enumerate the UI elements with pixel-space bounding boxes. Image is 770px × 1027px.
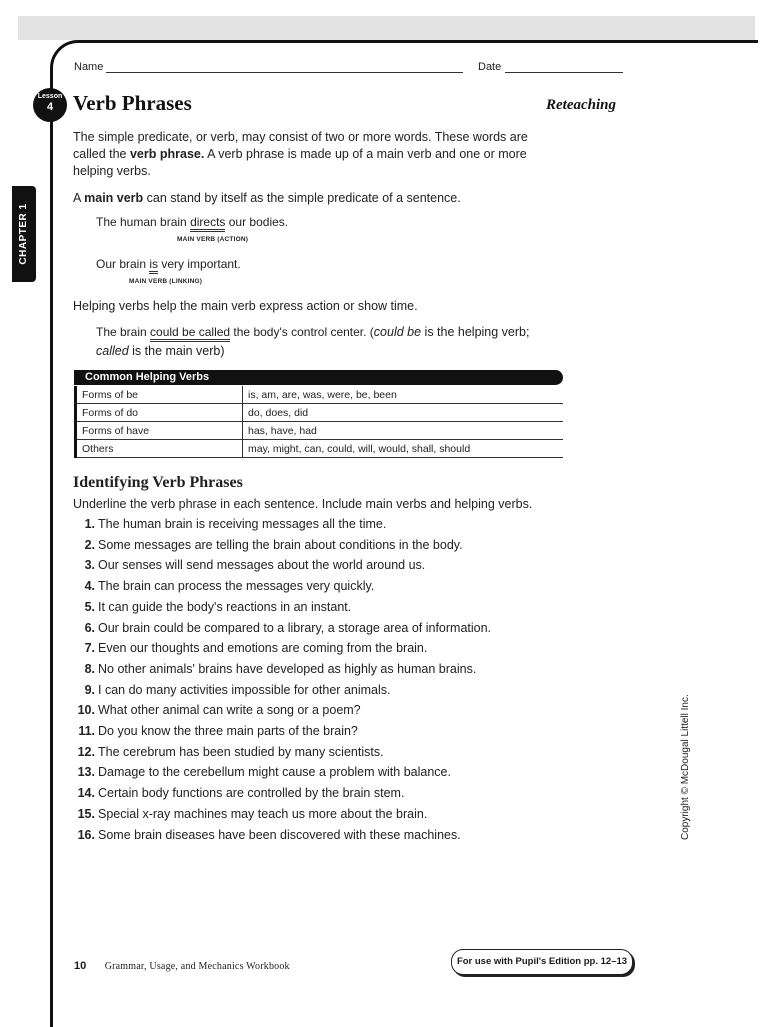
- table-header: [74, 370, 563, 385]
- table-cell-value: is, am, are, was, were, be, been: [243, 386, 564, 404]
- pupil-edition-note: For use with Pupil's Edition pp. 12–13: [451, 949, 633, 975]
- table-row: [76, 440, 564, 458]
- name-line[interactable]: [106, 72, 463, 73]
- exercise-item-sentence[interactable]: What other animal can write a song or a poem?: [98, 703, 361, 718]
- chapter-tab: [12, 186, 36, 282]
- exercise-item-number: 6.: [84, 620, 95, 635]
- exercise-item-number: 12.: [77, 744, 95, 759]
- table-cell-value: has, have, had: [243, 422, 564, 440]
- exercise-item[interactable]: [74, 621, 491, 635]
- exercise-item[interactable]: [74, 662, 476, 676]
- exercise-item-sentence[interactable]: I can do many activities impossible for other animals.: [98, 682, 391, 697]
- term-verb-phrase: verb phrase.: [129, 147, 205, 161]
- exercise-item-number: 11.: [78, 724, 95, 738]
- top-margin: [0, 0, 770, 16]
- term-main-verb: main verb: [84, 191, 144, 205]
- exercise-item-number: 13.: [77, 765, 95, 780]
- example-1-verb: directs: [190, 215, 225, 232]
- exercise-item[interactable]: [74, 558, 425, 572]
- page-number: 10: [74, 960, 87, 972]
- table-row: [76, 386, 564, 404]
- exercise-item-number: 9.: [84, 682, 95, 697]
- exercise-item[interactable]: [74, 579, 374, 593]
- exercise-item-sentence[interactable]: Our senses will send messages about the world around us.: [98, 558, 426, 573]
- example-2-text-cont: very important.: [158, 257, 241, 271]
- exercise-item-number: 8.: [84, 661, 95, 676]
- lesson-label: Lesson: [37, 93, 63, 100]
- exercise-title: Identifying Verb Phrases: [73, 474, 243, 491]
- helping-verbs-table: [74, 386, 563, 458]
- exercise-item-sentence[interactable]: Our brain could be compared to a library, a storage area of information.: [98, 620, 492, 635]
- exercise-item[interactable]: [74, 828, 461, 842]
- main-verb-paragraph: [73, 190, 563, 207]
- page-title: Verb Phrases: [73, 91, 192, 115]
- exercise-item[interactable]: [74, 600, 351, 614]
- example-1: [96, 215, 288, 229]
- exercise-item[interactable]: [74, 724, 358, 738]
- exercise-item[interactable]: [74, 765, 451, 779]
- example-3-helping: could be: [373, 325, 422, 339]
- book-title: Grammar, Usage, and Mechanics Workbook: [104, 961, 290, 972]
- example-2-caption: MAIN VERB (LINKING): [129, 278, 203, 285]
- lesson-badge: [33, 88, 67, 122]
- name-label: Name: [74, 61, 104, 73]
- date-label: Date: [478, 61, 502, 73]
- table-row: [76, 422, 564, 440]
- example-3-text: The brain: [96, 325, 151, 339]
- exercise-item-sentence[interactable]: Some brain diseases have been discovered with these machines.: [98, 827, 461, 842]
- worksheet-page: [50, 40, 758, 1027]
- lesson-number: 4: [46, 101, 54, 113]
- exercise-item[interactable]: [74, 683, 391, 697]
- exercise-item-sentence[interactable]: The brain can process the messages very quickly.: [98, 579, 375, 594]
- intro-paragraph: [73, 129, 563, 180]
- example-2: [96, 257, 241, 271]
- table-cell-label: Forms of be: [76, 386, 243, 404]
- helping-intro: Helping verbs help the main verb express action or show time.: [73, 299, 418, 313]
- exercise-item[interactable]: [74, 807, 427, 821]
- exercise-item-sentence[interactable]: The human brain is receiving messages all the time.: [98, 517, 387, 531]
- example-3-note: is the helping verb;: [421, 325, 530, 339]
- example-1-caption: MAIN VERB (ACTION): [177, 236, 249, 243]
- exercise-item-sentence[interactable]: The cerebrum has been studied by many scientists.: [98, 744, 384, 759]
- reteaching-label: Reteaching: [546, 97, 616, 113]
- exercise-item-sentence[interactable]: Special x-ray machines may teach us more about the brain.: [98, 806, 428, 821]
- table-row: [76, 404, 564, 422]
- example-1-text: The human brain: [96, 215, 191, 229]
- example-2-text: Our brain: [96, 257, 150, 271]
- header-band: [18, 16, 755, 40]
- exercise-item-number: 14.: [77, 786, 95, 801]
- exercise-item-sentence[interactable]: Even our thoughts and emotions are coming from the brain.: [98, 641, 428, 656]
- exercise-item-sentence[interactable]: Do you know the three main parts of the brain?: [98, 724, 358, 738]
- table-cell-value: do, does, did: [243, 404, 564, 422]
- exercise-item[interactable]: [74, 786, 404, 800]
- exercise-item-number: 3.: [84, 558, 95, 573]
- table-cell-label: Others: [76, 440, 243, 458]
- example-3-verb: could be called: [150, 325, 230, 342]
- main-verb-text: A: [73, 191, 85, 205]
- exercise-item-number: 5.: [84, 599, 95, 614]
- footer: [74, 956, 290, 974]
- main-verb-text-cont: can stand by itself as the simple predicate of a sentence.: [143, 191, 461, 205]
- exercise-instructions: Underline the verb phrase in each sentence. Include main verbs and helping verbs.: [73, 497, 533, 511]
- example-3: [96, 323, 566, 361]
- example-3-main: called: [96, 344, 129, 358]
- exercise-item-number: 4.: [84, 579, 95, 594]
- exercise-item-number: 15.: [77, 806, 95, 821]
- example-2-verb: is: [149, 257, 158, 274]
- exercise-item-number: 1.: [84, 517, 95, 531]
- exercise-item-number: 10.: [77, 703, 95, 718]
- exercise-item[interactable]: [74, 517, 386, 531]
- exercise-item-number: 16.: [77, 827, 95, 842]
- exercise-item-sentence[interactable]: No other animals' brains have developed as highly as human brains.: [98, 661, 477, 676]
- table-cell-label: Forms of do: [76, 404, 243, 422]
- example-3-note-end: is the main verb): [128, 344, 225, 358]
- table-cell-label: Forms of have: [76, 422, 243, 440]
- exercise-item[interactable]: [74, 641, 427, 655]
- exercise-item[interactable]: [74, 703, 361, 717]
- example-1-text-cont: our bodies.: [225, 215, 289, 229]
- exercise-item-number: 7.: [84, 641, 95, 656]
- exercise-item[interactable]: [74, 538, 463, 552]
- exercise-item-sentence[interactable]: It can guide the body's reactions in an instant.: [98, 599, 352, 614]
- example-3-text-cont: the body's control center. (: [230, 325, 374, 339]
- exercise-item[interactable]: [74, 745, 384, 759]
- chapter-tab-label: CHAPTER 1: [18, 203, 29, 265]
- date-line[interactable]: [505, 72, 623, 73]
- table-cell-value: may, might, can, could, will, would, shall, should: [243, 440, 564, 458]
- table-title: Common Helping Verbs: [85, 371, 210, 383]
- exercise-item-sentence[interactable]: Damage to the cerebellum might cause a problem with balance.: [98, 765, 451, 780]
- exercise-item-sentence[interactable]: Certain body functions are controlled by the brain stem.: [98, 786, 405, 801]
- intro-text: The simple predicate, or verb, may consist of two or more words. These words are called the: [73, 130, 528, 161]
- exercise-item-sentence[interactable]: Some messages are telling the brain about conditions in the body.: [98, 537, 463, 552]
- intro-text-cont: A verb phrase is made up of a main verb and one or more helping verbs.: [73, 147, 527, 178]
- copyright: Copyright © McDougal Littell Inc.: [680, 694, 691, 840]
- exercise-item-number: 2.: [84, 537, 95, 552]
